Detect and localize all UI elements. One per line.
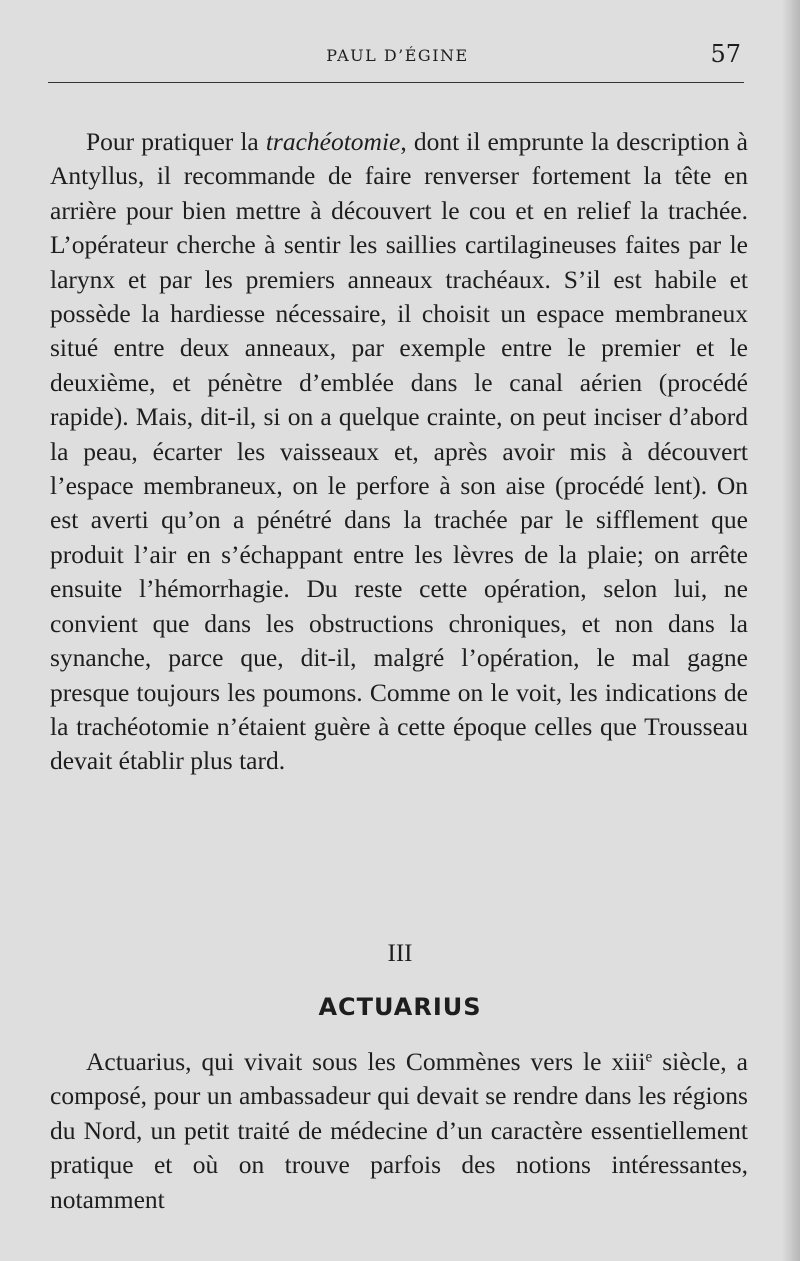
paragraph-text-rest: siècle, a composé, pour un ambassadeur qui devait se rendre dans les régions du Nord, un petit traité de médecine d’un caractère essentiellement pratique et où on trouve parfois des notions intéressantes, notamment	[50, 1047, 748, 1214]
section-title: ACTUARIUS	[318, 993, 482, 1021]
paragraph-tracheotomy	[50, 125, 748, 779]
paragraph-actuarius	[50, 1045, 748, 1217]
page-edge-shadow	[782, 0, 800, 1261]
paragraph-text-start: Pour pratiquer la	[86, 127, 266, 156]
paragraph-text-rest: , dont il emprunte la description à Antyllus, il recommande de faire renverser fortement la tête en arrière pour bien mettre à découvert le cou et en relief la trachée. L’opérateur cherche à sentir les saillies cartilagineuses faites par le larynx et par les premiers anneaux trachéaux. S’il est habile et possède la hardiesse nécessaire, il choisit un espace membraneux situé entre deux anneaux, par exemple entre le premier et le deuxième, et pénètre d’emblée dans le canal aérien (procédé rapide). Mais, dit-il, si on a quelque crainte, on peut inciser d’abord la peau, écarter les vaisseaux et, après avoir mis à découvert l’espace membraneux, on le perfore à son aise (procédé lent). On est averti qu’on a pénétré dans la trachée par le sifflement que produit l’air en s’échappant entre les lèvres de la plaie; on arrête ensuite l’hémorrhagie. Du reste cette opération, selon lui, ne convient que dans les obstructions chroniques, et non dans la synanche, parce que, dit-il, malgré l’opération, le mal gagne presque toujours les poumons. Comme on le voit, les indications de la trachéotomie n’étaient guère à cette époque celles que Trousseau devait établir plus tard.	[50, 127, 748, 776]
paragraph-text	[50, 125, 748, 779]
italic-term: trachéotomie	[265, 127, 401, 156]
section-number: III	[387, 940, 413, 967]
page-number: 57	[710, 40, 741, 68]
paragraph-text-start: Actuarius, qui vivait sous les Commènes vers le xiii	[86, 1047, 646, 1076]
page-header	[50, 40, 745, 80]
superscript: e	[645, 1048, 653, 1066]
paragraph-text	[50, 1045, 748, 1217]
running-title: PAUL D’ÉGINE	[326, 46, 469, 65]
header-rule	[48, 82, 744, 83]
